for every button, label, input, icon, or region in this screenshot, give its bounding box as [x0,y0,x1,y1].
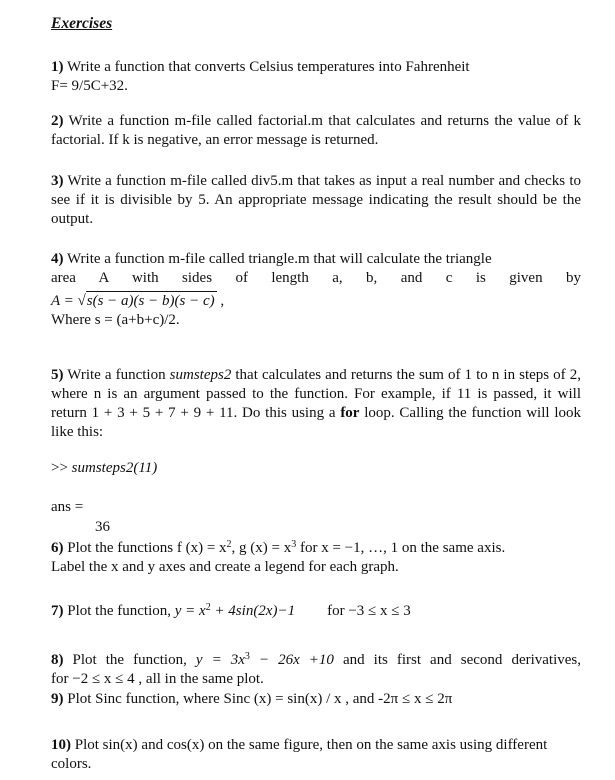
function-name: sumsteps2 [169,367,232,383]
exercise-text-where: Where s = (a+b+c)/2. [51,312,180,328]
exercise-number: 10) [51,737,71,753]
exercise-number: 6) [51,540,64,556]
exercise-text: , g (x) = x [231,540,292,556]
exercise-number: 4) [51,251,64,267]
exercise-text: loop. Calling the function will look like this: [51,405,581,440]
exercise-3 [51,172,581,229]
exercise-text: Write a function m-file called triangle.m that will calculate the triangle [63,251,492,267]
formula: + 4sin(2x)−1 [210,603,296,619]
exercise-9 [51,690,581,709]
exercise-text: Plot the function, [63,603,175,619]
exercise-2 [51,112,581,150]
exponent: 3 [291,539,297,550]
exercise-text-line: area A with sides of length a, b, and c is given by [51,270,581,286]
triangle-formula [51,290,581,311]
formula-lhs: A = [51,293,78,309]
exercise-6 [51,539,581,577]
exercise-text: Write a function m-file called factorial.m that calculates and returns the value of k factorial. If k is negative, an error message is returned. [51,113,581,148]
exercise-10 [51,736,551,774]
formula: y = 3x [195,652,245,668]
formula-radicand: s(s − a)(s − b)(s − c) [86,293,215,309]
exercise-1 [51,58,581,96]
exercise-text: Plot the functions f (x) = x [63,540,227,556]
exercise-number: 7) [51,603,64,619]
exercise-number: 8) [51,652,64,668]
ans-label: ans = [51,499,84,515]
exercise-number: 2) [51,113,64,129]
formula-tail: , [216,293,225,309]
exponent: 2 [205,602,211,613]
exercise-text: and its first and second derivatives, [333,652,581,668]
exercise-number: 9) [51,691,64,707]
exponent: 2 [226,539,232,550]
exercise-text: Plot sin(x) and cos(x) on the same figure, then on the same axis using different colors. [51,737,548,772]
command-line [51,459,157,478]
exponent: 3 [244,651,250,662]
exercise-8 [51,651,581,689]
exercise-5 [51,366,581,442]
exercise-text-line: Label the x and y axes and create a legend for each graph. [51,559,399,575]
exercise-4 [51,250,581,330]
ans-value: 36 [95,519,110,535]
command-prompt: >> [51,460,72,476]
formula: y = x [174,603,206,619]
exercise-number: 5) [51,367,64,383]
formula: − 26x +10 [249,652,334,668]
exercise-text: Write a function [63,367,170,383]
keyword-for: for [340,405,360,421]
exercise-text: for x = −1, …, 1 on the same axis. [296,540,506,556]
exercise-text: Write a function m-file called div5.m that takes as input a real number and checks to see if it is divisible by 5. An appropriate message indicating the result should be the output. [51,173,581,227]
exercise-number: 1) [51,59,64,75]
exercise-text: Plot Sinc function, where Sinc (x) = sin(x) / x , and -2π ≤ x ≤ 2π [63,691,453,707]
exercise-text: that calculates and returns the sum of 1 to n in steps of 2, where n is an argument passed to the function. For example, if 11 is passed, it will return 1 + 3 + 5 + 7 + 9 + 11. Do this using a [51,367,581,421]
exercise-number: 3) [51,173,64,189]
command-call: sumsteps2(11) [71,460,158,476]
exercise-formula: F= 9/5C+32. [51,78,128,94]
formula-range: for −3 ≤ x ≤ 3 [327,603,411,619]
exercise-7 [51,602,581,621]
page-title: Exercises [51,15,113,32]
exercise-text: Write a function that converts Celsius temperatures into Fahrenheit [63,59,470,75]
sqrt-sign: √ [77,293,86,309]
exercise-text-line: for −2 ≤ x ≤ 4 , all in the same plot. [51,671,264,687]
exercise-text: Plot the function, [63,652,196,668]
